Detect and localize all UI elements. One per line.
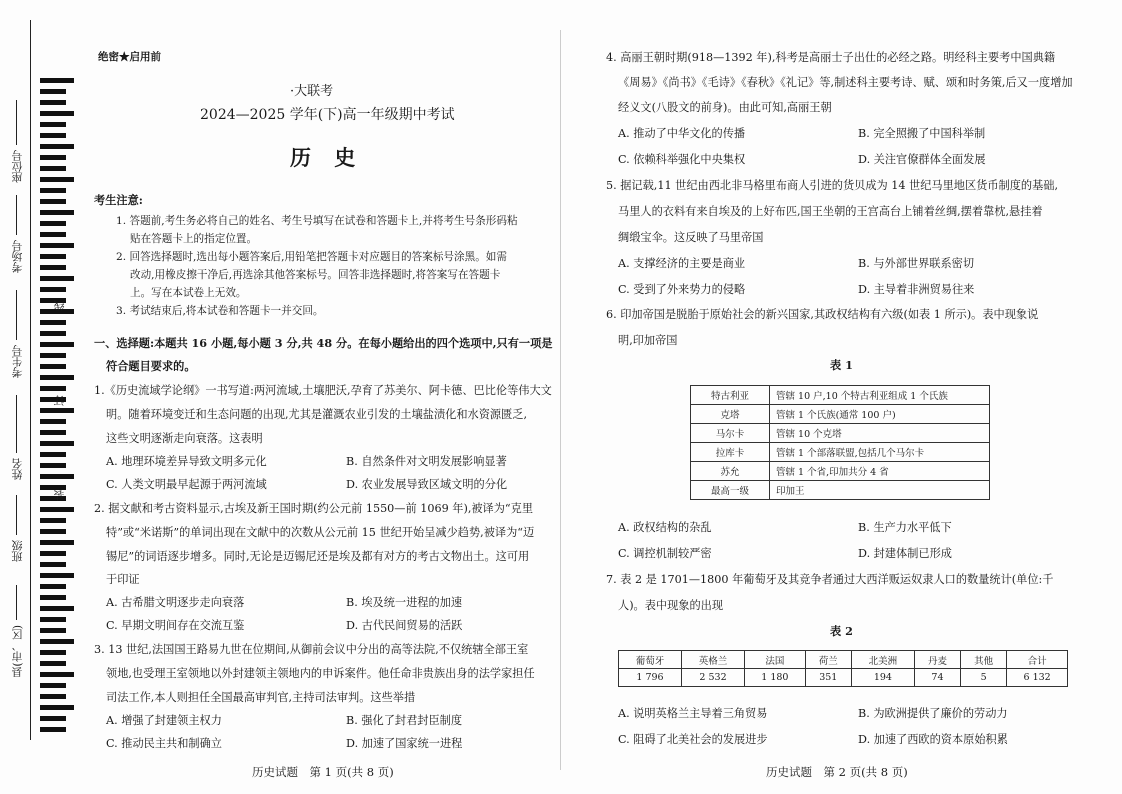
table-cell: 管辖 10 个克塔 (770, 424, 990, 443)
binding-bar (40, 639, 74, 644)
binding-bar (40, 331, 66, 336)
q3-options-row (106, 735, 586, 751)
binding-bar (40, 683, 66, 688)
table-header-cell: 荷兰 (805, 651, 851, 669)
q6-stem: 6. 印加帝国是脱胎于原始社会的新兴国家,其政权结构有六级(如表 1 所示)。表中现象说 (606, 308, 1039, 321)
notice-line: 贴在答题卡上的指定位置。 (130, 233, 258, 245)
q4-options-row (618, 125, 1098, 141)
binding-bar (40, 507, 74, 512)
q5-stem: 5. 据记载,11 世纪由西北非马格里布商人引进的货贝成为 14 世纪马里地区货币制度的基础, (606, 179, 1059, 192)
binding-bar (40, 606, 74, 611)
q5-option-d[interactable]: D. 主导着非洲贸易往来 (858, 283, 975, 296)
q1-option-c[interactable]: C. 人类文明最早起源于两河流域 (106, 478, 267, 491)
q7-stem: 7. 表 2 是 1701—1800 年葡萄牙及其竞争者通过大西洋贩运奴隶人口的数量统计(单位:千 (606, 573, 1054, 586)
name-blank (16, 395, 17, 453)
table-header-cell: 北美洲 (851, 651, 914, 669)
q4-stem: 4. 高丽王朝时期(918—1392 年),科考是高丽士子出仕的必经之路。明经科主要考中国典籍 (606, 51, 1056, 64)
q5-option-a[interactable]: A. 支撑经济的主要是商业 (618, 257, 746, 270)
notice-title: 考生注意: (94, 193, 143, 207)
binding-bar (40, 661, 66, 666)
binding-bar (40, 430, 66, 435)
table-cell: 管辖 1 个部落联盟,包括几个马尔卡 (770, 443, 990, 462)
table1-title: 表 1 (830, 358, 853, 372)
name-label: 姓名 (11, 458, 24, 480)
q2-options-row (106, 617, 586, 633)
binding-bar (40, 540, 74, 545)
seat-blank (16, 100, 17, 145)
binding-bar (40, 727, 66, 732)
binding-bar (40, 342, 74, 347)
table-cell: 管辖 1 个省,印加共分 4 省 (770, 462, 990, 481)
q1-stem: 这些文明逐渐走向衰落。这表明 (106, 432, 263, 445)
section-title-cont: 符合题目要求的。 (106, 359, 196, 373)
binding-bar (40, 617, 66, 622)
q3-option-b[interactable]: B. 强化了封君封臣制度 (346, 714, 463, 727)
q1-option-a[interactable]: A. 地理环境差异导致文明多元化 (106, 455, 267, 468)
table-cell: 克塔 (691, 405, 770, 424)
binding-bar (40, 441, 74, 446)
room-blank (16, 195, 17, 235)
binding-bar (40, 463, 66, 468)
binding-bar (40, 419, 66, 424)
q5-stem: 绸缎宝伞。这反映了马里帝国 (618, 231, 764, 244)
table-row (691, 462, 990, 481)
q4-option-a[interactable]: A. 推动了中华文化的传播 (618, 127, 746, 140)
q3-stem: 3. 13 世纪,法国国王路易九世在位期间,从御前会议中分出的高等法院,不仅统辖全部王室 (94, 643, 529, 656)
binding-strip (0, 0, 86, 794)
q7-stem: 人)。表中现象的出现 (618, 599, 724, 612)
q2-stem: 2. 据文献和考古资料显示,古埃及新王国时期(约公元前 1550—前 1069 年),被译为“克里 (94, 502, 534, 515)
cut-line-ding: 订 (53, 395, 66, 406)
q1-options-row (106, 476, 586, 492)
q1-stem: 明。随着环境变迁和生态问题的出现,尤其是灌溉农业引发的土壤盐渍化和水资源匮乏, (106, 408, 528, 421)
q1-option-b[interactable]: B. 自然条件对文明发展影响显著 (346, 455, 507, 468)
binding-bar (40, 452, 66, 457)
binding-bar (40, 551, 66, 556)
binding-bar (40, 672, 74, 677)
table-1 (690, 385, 990, 500)
q3-options-row (106, 712, 586, 728)
county-blank (16, 585, 17, 620)
binding-bar (40, 78, 74, 83)
binding-bar (40, 474, 74, 479)
q6-options-row (618, 545, 1098, 561)
q3-stem: 领地,也受理王室领地以外封建领主领地内的申诉案件。他任命非贵族出身的法学家担任 (106, 667, 535, 680)
binding-bar (40, 628, 66, 633)
q3-option-a[interactable]: A. 增强了封建领主权力 (106, 714, 222, 727)
table-cell: 苏允 (691, 462, 770, 481)
q2-options-row (106, 594, 586, 610)
binding-bar (40, 595, 66, 600)
left-page (0, 0, 560, 794)
table-row (619, 669, 1068, 687)
q7-options-row (618, 705, 1098, 721)
table-2 (618, 650, 1068, 687)
binding-bar (40, 243, 74, 248)
table-cell: 1 796 (619, 669, 682, 687)
table-cell: 351 (805, 669, 851, 687)
binding-bar (40, 177, 74, 182)
binding-bar (40, 122, 66, 127)
q4-options-row (618, 151, 1098, 167)
table-cell: 马尔卡 (691, 424, 770, 443)
q4-option-d[interactable]: D. 关注官僚群体全面发展 (858, 153, 986, 166)
q2-option-b[interactable]: B. 埃及统一进程的加速 (346, 596, 463, 609)
q3-option-d[interactable]: D. 加速了国家统一进程 (346, 737, 463, 750)
q3-stem: 司法工作,本人则担任全国最高审判官,主持司法审判。这些举措 (106, 691, 416, 704)
q2-option-d[interactable]: D. 古代民间贸易的活跃 (346, 619, 463, 632)
binding-bar (40, 199, 66, 204)
confidential-mark: 绝密★启用前 (98, 51, 161, 63)
q3-option-c[interactable]: C. 推动民主共和制确立 (106, 737, 222, 750)
table-row (691, 424, 990, 443)
q6-option-d[interactable]: D. 封建体制已形成 (858, 547, 952, 560)
binding-bar (40, 320, 66, 325)
q7-option-c[interactable]: C. 阻碍了北美社会的发展进步 (618, 733, 768, 746)
table-cell: 印加王 (770, 481, 990, 500)
q1-options-row (106, 453, 586, 469)
binding-bar (40, 408, 74, 413)
right-page (560, 0, 1122, 794)
q4-stem: 经义文(八股文的前身)。由此可知,高丽王朝 (618, 101, 832, 114)
q7-options-row (618, 731, 1098, 747)
q2-stem: 锡尼”的词语逐步增多。同时,无论是迈锡尼还是埃及都有对方的考古文物出土。这可用 (106, 550, 530, 563)
binding-bar (40, 529, 66, 534)
table-cell: 2 532 (682, 669, 745, 687)
q6-option-c[interactable]: C. 调控机制较严密 (618, 547, 712, 560)
binding-bar (40, 221, 66, 226)
county-label: 县(市、区) (11, 625, 24, 678)
q7-option-b[interactable]: B. 为欧洲提供了廉价的劳动力 (858, 707, 1008, 720)
table-cell: 管辖 1 个氏族(通常 100 户) (770, 405, 990, 424)
q6-options-row (618, 519, 1098, 535)
table-cell: 74 (914, 669, 960, 687)
table-row (691, 386, 990, 405)
binding-bar (40, 353, 66, 358)
q4-option-b[interactable]: B. 完全照搬了中国科举制 (858, 127, 986, 140)
subject-title: 历 史 (290, 145, 364, 170)
table-cell: 特古利亚 (691, 386, 770, 405)
q5-option-b[interactable]: B. 与外部世界联系密切 (858, 257, 975, 270)
binding-bar (40, 276, 74, 281)
q2-stem: 于印证 (106, 573, 140, 586)
table-cell: 5 (961, 669, 1007, 687)
q1-option-d[interactable]: D. 农业发展导致区域文明的分化 (346, 478, 508, 491)
q5-option-c[interactable]: C. 受到了外来势力的侵略 (618, 283, 746, 296)
table-cell: 1 180 (745, 669, 806, 687)
table-row (691, 443, 990, 462)
org-name: ·大联考 (290, 84, 334, 99)
q2-option-a[interactable]: A. 古希腊文明逐步走向衰落 (106, 596, 245, 609)
table-header-cell: 其他 (961, 651, 1007, 669)
barcode-bars (40, 78, 74, 738)
binding-bar (40, 155, 66, 160)
room-label: 考场号 (11, 240, 24, 273)
seat-label: 座位号 (11, 150, 24, 183)
table-cell: 管辖 10 户,10 个特古利亚组成 1 个氏族 (770, 386, 990, 405)
binding-bar (40, 364, 66, 369)
table-cell: 6 132 (1007, 669, 1068, 687)
q5-options-row (618, 255, 1098, 271)
notice-line: 改动,用橡皮擦干净后,再选涂其他答案标号。回答非选择题时,将答案写在答题卡 (130, 269, 501, 281)
table-cell: 最高一级 (691, 481, 770, 500)
binding-bar (40, 133, 66, 138)
binding-bar (40, 375, 74, 380)
q7-option-d[interactable]: D. 加速了西欧的资本原始积累 (858, 733, 1008, 746)
notice-line: 上。写在本试卷上无效。 (130, 287, 247, 299)
q6-stem: 明,印加帝国 (618, 334, 678, 347)
binding-bar (40, 287, 66, 292)
q5-options-row (618, 281, 1098, 297)
examno-blank (16, 290, 17, 340)
binding-bar (40, 386, 66, 391)
binding-bar (40, 144, 74, 149)
table-header-row (619, 651, 1068, 669)
notice-line: 1. 答题前,考生务必将自己的姓名、考生号填写在试卷和答题卡上,并将考生号条形码粘 (116, 215, 518, 227)
notice-line: 3. 考试结束后,将本试卷和答题卡一并交回。 (116, 305, 324, 317)
table-row (691, 405, 990, 424)
binding-bar (40, 716, 66, 721)
q2-option-c[interactable]: C. 早期文明间存在交流互鉴 (106, 619, 245, 632)
table2-title: 表 2 (830, 624, 853, 638)
binding-bar (40, 100, 66, 105)
q6-option-a[interactable]: A. 政权结构的杂乱 (618, 521, 712, 534)
examno-label: 考生号 (11, 345, 24, 378)
binding-bar (40, 694, 66, 699)
table-header-cell: 英格兰 (682, 651, 745, 669)
binding-bar (40, 650, 66, 655)
binding-bar (40, 111, 74, 116)
q5-stem: 马里人的衣料有来自埃及的上好布匹,国王坐朝的王宫高台上铺着丝绸,摆着靠枕,悬挂着 (618, 205, 1043, 218)
table-cell: 拉库卡 (691, 443, 770, 462)
page-footer-2: 历史试题 第 2 页(共 8 页) (766, 765, 908, 779)
q1-stem: 1.《历史流域学论纲》一书写道:两河流域,土壤肥沃,孕育了苏美尔、阿卡德、巴比伦等伟大文 (94, 384, 552, 397)
table-header-cell: 葡萄牙 (619, 651, 682, 669)
table-header-cell: 合计 (1007, 651, 1068, 669)
binding-bar (40, 254, 66, 259)
table-cell: 194 (851, 669, 914, 687)
binding-bar (40, 89, 66, 94)
notice-line: 2. 回答选择题时,选出每小题答案后,用铅笔把答题卡对应题目的答案标号涂黑。如需 (116, 251, 507, 263)
q2-stem: 特”或“米诺斯”的单词出现在文献中的次数从公元前 15 世纪开始呈减少趋势,被译为“迈 (106, 526, 535, 539)
class-blank (16, 495, 17, 535)
table-row (691, 481, 990, 500)
binding-bar (40, 210, 74, 215)
binding-bar (40, 584, 66, 589)
binding-bar (40, 166, 66, 171)
q4-stem: 《周易》《尚书》《毛诗》《春秋》《礼记》等,制述科主要考诗、赋、颂和时务策,后又一度增加 (618, 76, 1073, 89)
class-label: 班级 (11, 540, 24, 562)
q7-option-a[interactable]: A. 说明英格兰主导着三角贸易 (618, 707, 768, 720)
page-footer-1: 历史试题 第 1 页(共 8 页) (252, 765, 394, 779)
binding-bar (40, 573, 74, 578)
binding-bar (40, 265, 66, 270)
binding-bar (40, 705, 74, 710)
exam-title: 2024—2025 学年(下)高一年级期中考试 (200, 107, 455, 123)
binding-bar (40, 232, 66, 237)
table-header-cell: 丹麦 (914, 651, 960, 669)
binding-bar (40, 518, 66, 523)
section-title: 一、选择题:本题共 16 小题,每小题 3 分,共 48 分。在每小题给出的四个选项中,只有一项是 (94, 336, 553, 350)
table-header-cell: 法国 (745, 651, 806, 669)
binding-bar (40, 188, 66, 193)
cut-line-xian: 线 (53, 300, 66, 311)
cut-line-zhuang: 装 (53, 490, 66, 501)
q6-option-b[interactable]: B. 生产力水平低下 (858, 521, 952, 534)
strip-line (30, 20, 31, 740)
q4-option-c[interactable]: C. 依赖科举强化中央集权 (618, 153, 746, 166)
binding-bar (40, 562, 66, 567)
